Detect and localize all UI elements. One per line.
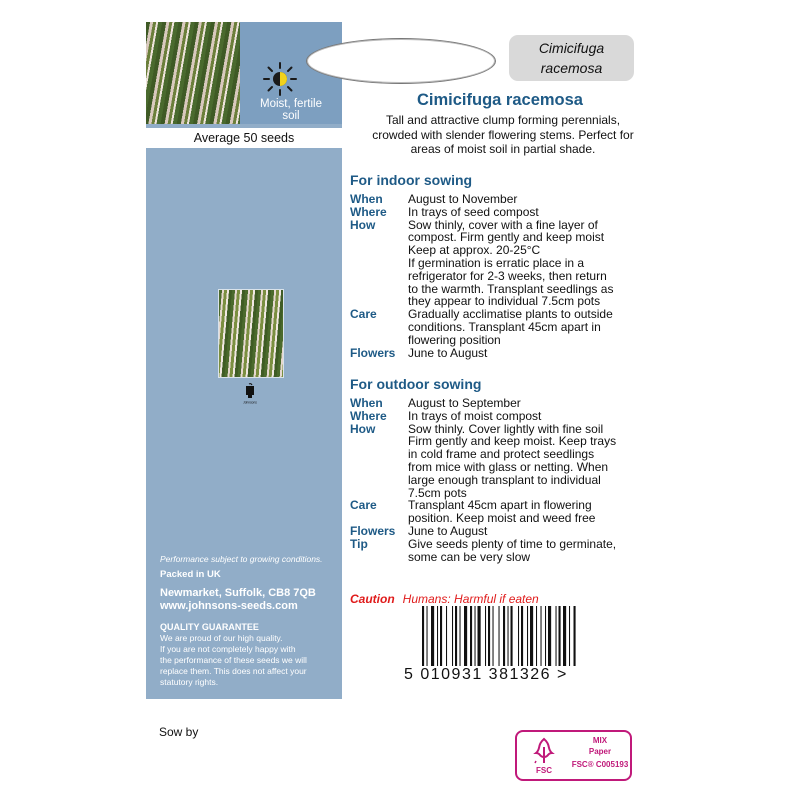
barcode-bar (559, 606, 561, 666)
barcode-bar (574, 606, 576, 666)
barcode-bar (485, 606, 486, 666)
botanical-name-line2: racemosa (540, 60, 603, 76)
fsc-tree-icon (527, 735, 561, 775)
barcode-bar (440, 606, 442, 666)
outdoor-row-value-line: 7.5cm pots (408, 485, 467, 500)
barcode-bar (460, 606, 461, 666)
barcode-bar (488, 606, 490, 666)
botanical-name-box (509, 35, 634, 81)
indoor-row-value-line: flowering position (408, 332, 501, 347)
botanical-name-line1: Cimicifuga (538, 40, 605, 56)
seed-count: Average 50 seeds (146, 128, 342, 148)
barcode (420, 606, 630, 666)
outdoor-row-value-line: Transplant 45cm apart in flowering (408, 498, 592, 513)
description-line: areas of moist soil in partial shade. (410, 142, 596, 156)
outdoor-row-value (408, 525, 660, 538)
indoor-row-value-line: compost. Firm gently and keep moist (408, 230, 605, 245)
indoor-row-value-line: they appear to individual 7.5cm pots (408, 294, 601, 309)
outdoor-row-label: Flowers (350, 523, 396, 538)
outdoor-row-value-line: position. Keep moist and weed free (408, 511, 596, 526)
barcode-bar (470, 606, 472, 666)
website-link[interactable]: www.johnsons-seeds.com (160, 600, 298, 612)
outdoor-row-value-line: Firm gently and keep moist. Keep trays (408, 434, 617, 449)
outdoor-row-value-line: Give seeds plenty of time to germinate, (408, 536, 617, 551)
indoor-row-label: Flowers (350, 345, 396, 360)
indoor-row-value-line: August to November (408, 192, 518, 206)
outdoor-row-label: How (350, 421, 376, 436)
guarantee-line: If you are not completely happy with (160, 644, 296, 654)
indoor-sowing-table (350, 193, 660, 359)
guarantee-line: statutory rights. (160, 677, 219, 687)
barcode-bar (499, 606, 500, 666)
barcode-bar (503, 606, 505, 666)
barcode-bar (431, 606, 434, 666)
barcode-bar (475, 606, 476, 666)
guarantee-line: replace them. This does not affect your (160, 666, 307, 676)
indoor-row-label: When (350, 192, 383, 206)
logo-text: Johnsons (243, 400, 257, 405)
outdoor-row-label: Tip (350, 536, 368, 551)
indoor-row-how (350, 219, 660, 309)
barcode-bar (530, 606, 533, 666)
barcode-bar (508, 606, 509, 666)
caution-text: Humans: Harmful if eaten (402, 592, 539, 606)
address: Newmarket, Suffolk, CB8 7QB (160, 587, 316, 599)
soil-label-line2: soil (282, 110, 300, 122)
outdoor-row-label: When (350, 396, 383, 410)
indoor-row-value-line: refrigerator for 2-3 weeks, then return (408, 268, 607, 283)
indoor-row-value (408, 308, 660, 346)
outdoor-sowing-heading: For outdoor sowing (350, 376, 482, 392)
description-line: Tall and attractive clump forming perennials, (385, 113, 621, 127)
outdoor-row-when (350, 397, 660, 410)
indoor-row-value (408, 193, 660, 206)
indoor-row-value-line: In trays of seed compost (408, 204, 539, 219)
fsc-mix: MIX (592, 736, 608, 745)
barcode-bar (478, 606, 481, 666)
barcode-bar (437, 606, 438, 666)
blank-label-area (306, 38, 496, 84)
barcode-bar (493, 606, 494, 666)
indoor-row-value (408, 219, 660, 309)
outdoor-row-value (408, 499, 660, 525)
fsc-paper: Paper (588, 747, 612, 756)
indoor-row-value-line: Keep at approx. 20-25°C (408, 243, 541, 258)
indoor-row-value-line: Sow thinly, cover with a fine layer of (408, 217, 598, 232)
indoor-row-value-line: June to August (408, 345, 488, 360)
outdoor-row-label: Where (350, 408, 387, 423)
indoor-row-label: Care (350, 307, 377, 322)
outdoor-row-tip (350, 538, 660, 564)
outdoor-sowing-table (350, 397, 660, 563)
caution-label: Caution (350, 592, 395, 606)
soil-label-line1: Moist, fertile (260, 98, 322, 110)
outdoor-row-value (408, 397, 660, 410)
outdoor-row-value-line: from mice with glass or netting. When (408, 459, 609, 474)
outdoor-row-value (408, 423, 660, 500)
barcode-bar (464, 606, 467, 666)
outdoor-row-value-line: in cold frame and protect seedlings (408, 447, 595, 462)
barcode-bar (527, 606, 528, 666)
guarantee-text (160, 633, 338, 688)
barcode-bar (569, 606, 570, 666)
outdoor-row-where (350, 410, 660, 423)
barcode-bar (536, 606, 537, 666)
outdoor-row-value-line: large enough transplant to individual (408, 472, 601, 487)
guarantee-title: QUALITY GUARANTEE (160, 622, 259, 632)
johnsons-logo-icon (242, 383, 258, 405)
product-title: Cimicifuga racemosa (417, 91, 583, 109)
barcode-bar (422, 606, 424, 666)
outdoor-row-how (350, 423, 660, 500)
indoor-row-value-line: Gradually acclimatise plants to outside (408, 307, 613, 322)
barcode-bar (541, 606, 542, 666)
indoor-row-label: How (350, 217, 376, 232)
sow-by-label: Sow by (159, 725, 199, 739)
indoor-row-value-line: conditions. Transplant 45cm apart in (408, 319, 601, 334)
description-line: crowded with slender flowering stems. Perfect for (372, 127, 634, 142)
plant-thumbnail (218, 289, 284, 378)
outdoor-row-value-line: June to August (408, 523, 488, 538)
performance-note: Performance subject to growing conditions. (160, 554, 323, 564)
barcode-bar (556, 606, 557, 666)
fsc-logo-text: FSC (536, 766, 552, 775)
product-description (348, 113, 658, 157)
outdoor-row-value-line: Sow thinly. Cover lightly with fine soil (408, 421, 604, 436)
barcode-bar (518, 606, 519, 666)
sun-partial-shade-icon (262, 61, 298, 97)
indoor-row-value (408, 206, 660, 219)
barcode-bar (563, 606, 566, 666)
fsc-code: FSC® C005193 (571, 760, 629, 769)
barcode-bar (427, 606, 428, 666)
plant-photo (146, 22, 240, 124)
outdoor-row-value-line: August to September (408, 396, 521, 410)
barcode-bar (548, 606, 551, 666)
indoor-row-label: Where (350, 204, 387, 219)
indoor-row-value (408, 347, 660, 360)
barcode-bar (452, 606, 453, 666)
packed-note: Packed in UK (160, 569, 221, 580)
indoor-row-flowers (350, 347, 660, 360)
outdoor-row-care (350, 499, 660, 525)
indoor-row-care (350, 308, 660, 346)
barcode-number: 5 010931 381326 > (404, 666, 568, 683)
barcode-bar (455, 606, 457, 666)
caution-notice (350, 592, 539, 606)
barcode-bar (545, 606, 546, 666)
barcode-bar (521, 606, 523, 666)
guarantee-line: We are proud of our high quality. (160, 633, 283, 643)
indoor-row-when (350, 193, 660, 206)
indoor-row-value-line: If germination is erratic place in a (408, 255, 585, 270)
barcode-bar (511, 606, 513, 666)
outdoor-row-value (408, 410, 660, 423)
guarantee-line: the performance of these seeds we will (160, 655, 307, 665)
outdoor-row-value-line: some can be very slow (408, 549, 531, 564)
outdoor-row-value (408, 538, 660, 564)
soil-label (240, 98, 342, 122)
indoor-row-where (350, 206, 660, 219)
indoor-row-value-line: to the warmth. Transplant seedlings as (408, 281, 614, 296)
outdoor-row-value-line: In trays of moist compost (408, 408, 542, 423)
outdoor-row-label: Care (350, 498, 377, 513)
outdoor-row-flowers (350, 525, 660, 538)
indoor-sowing-heading: For indoor sowing (350, 172, 473, 188)
barcode-bar (446, 606, 447, 666)
